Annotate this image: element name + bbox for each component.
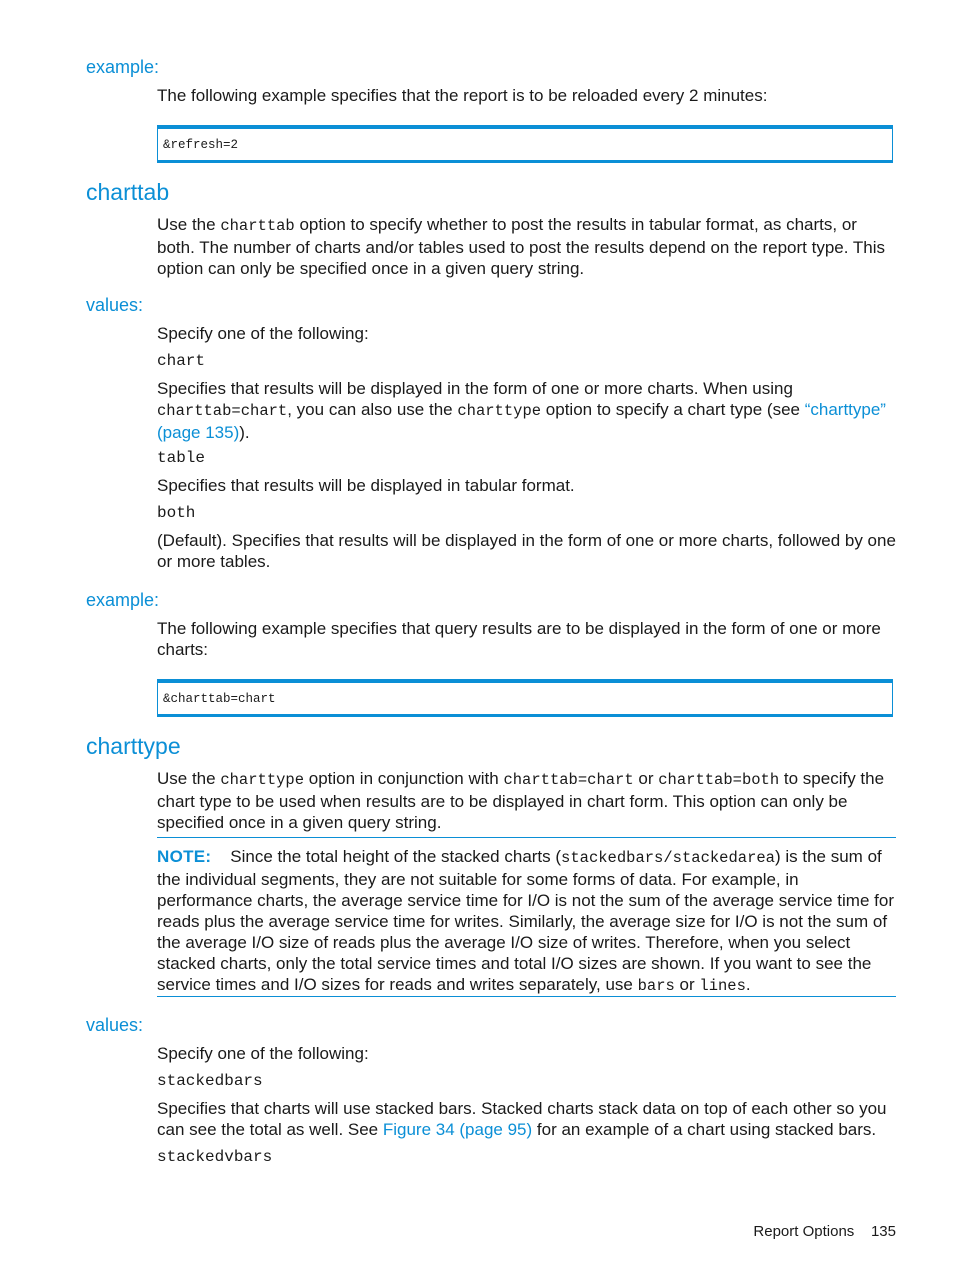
code-block-refresh [157, 125, 893, 163]
note-label: NOTE: [157, 847, 212, 866]
charttype-intro: Use the charttype option in conjunction with charttab=chart or charttab=both to specify the chart type to be used when results are to be displayed in chart form. This option can only be specified once in a given query string. [157, 769, 885, 832]
term-table: table [157, 449, 206, 467]
note-top-rule [157, 837, 896, 838]
code-text: &charttab=chart [163, 691, 276, 706]
example-text-charttab: The following example specifies that query results are to be displayed in the form of one or more charts: [157, 619, 881, 659]
section-heading-charttab: charttab [86, 179, 170, 205]
code-block-charttab [157, 679, 893, 717]
specify-text-charttype: Specify one of the following: [157, 1044, 369, 1063]
link-charttype[interactable]: “charttype” (page 135) [157, 400, 886, 442]
values-label-charttype: values: [86, 1015, 144, 1035]
term-stackedvbars: stackedvbars [157, 1148, 273, 1166]
term-chart: chart [157, 352, 206, 370]
page-footer [753, 1222, 896, 1242]
desc-stackedbars: Specifies that charts will use stacked bars. Stacked charts stack data on top of each other so you can see the total as well. See Figure 34 (page 95) for an example of a chart using stacked bars. [157, 1099, 887, 1139]
example-label-charttab: example: [86, 590, 160, 610]
desc-table: Specifies that results will be displayed in tabular format. [157, 476, 575, 495]
term-stackedbars: stackedbars [157, 1072, 263, 1090]
section-heading-charttype: charttype [86, 733, 181, 759]
example-text-refresh: The following example specifies that the report is to be reloaded every 2 minutes: [157, 86, 768, 105]
term-both: both [157, 504, 196, 522]
note-bottom-rule [157, 996, 896, 997]
desc-both: (Default). Specifies that results will be displayed in the form of one or more charts, followed by one or more tables. [157, 531, 896, 571]
charttab-intro: Use the charttab option to specify whether to post the results in tabular format, as charts, or both. The number of charts and/or tables used to post the results depend on the report type. This option can only be specified once in a given query string. [157, 215, 885, 278]
link-figure-34[interactable]: Figure 34 (page 95) [382, 1120, 533, 1139]
example-label-refresh: example: [86, 57, 160, 77]
footer-section-title: Report Options [753, 1223, 855, 1240]
values-label-charttab: values: [86, 295, 144, 315]
specify-text-charttab: Specify one of the following: [157, 324, 369, 343]
note-block: NOTE: Since the total height of the stacked charts (stackedbars/stackedarea) is the sum of the individual segments, they are not suitable for some forms of data. For example, in performance charts, the average service time for I/O is not the sum of the average service time for reads plus the average service time for writes. Similarly, the average size for I/O is not the sum of the average I/O size of reads plus the average I/O size of writes. Therefore, when you select stacked charts, only the total service times and total I/O sizes are shown. If you want to see the service times and I/O sizes for reads and writes separately, use bars or lines. [157, 847, 894, 995]
desc-chart: Specifies that results will be displayed in the form of one or more charts. When using charttab=chart, you can also use the charttype option to specify a chart type (see “charttype” (page 135)). [157, 379, 886, 442]
code-text: &refresh=2 [163, 137, 239, 152]
page-number: 135 [870, 1223, 896, 1240]
